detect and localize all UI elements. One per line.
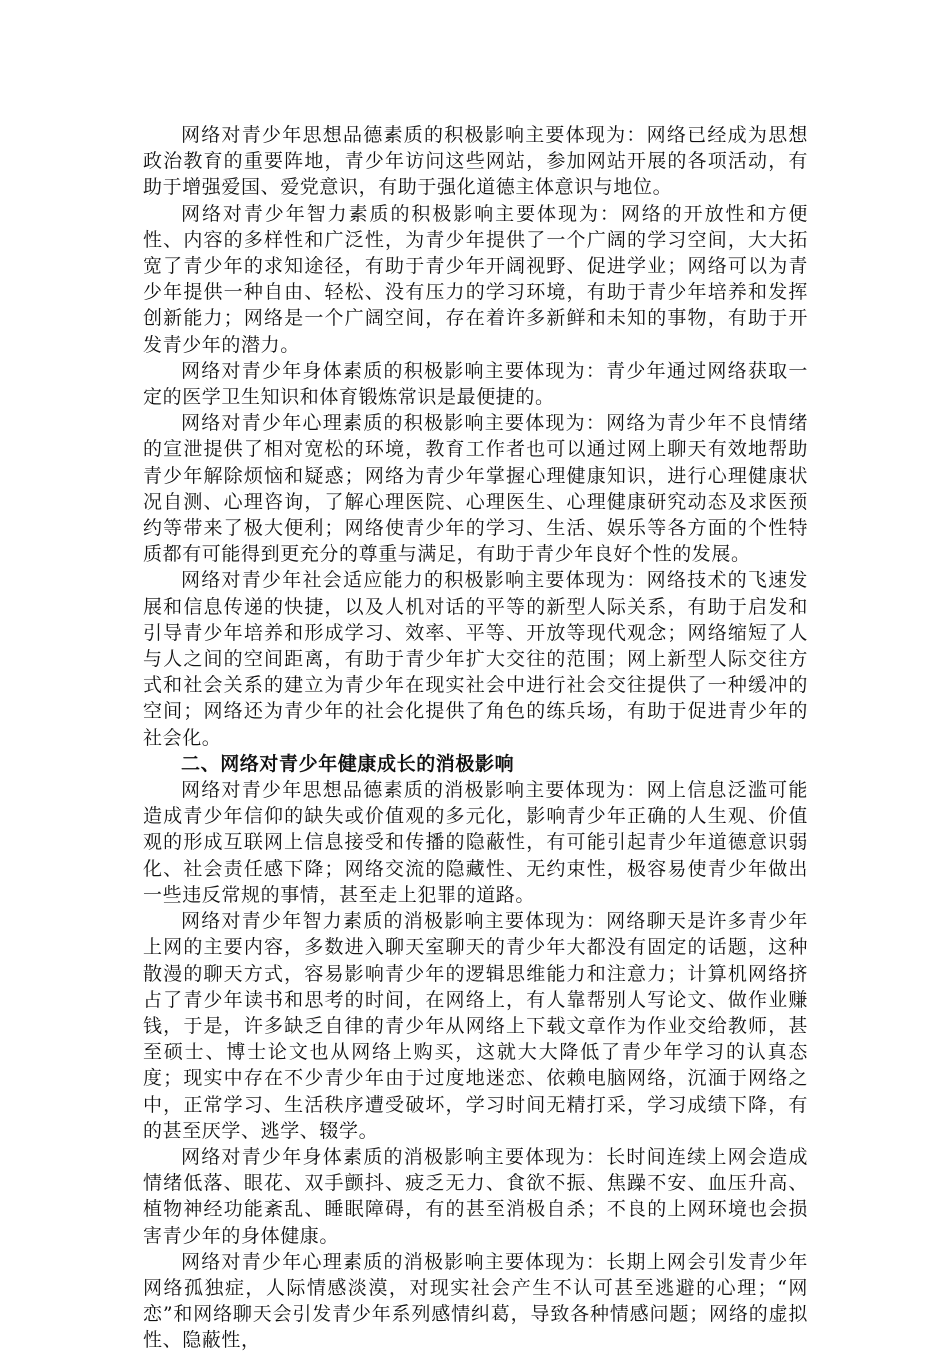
paragraph-moral-negative: 网络对青少年思想品德素质的消极影响主要体现为：网上信息泛滥可能造成青少年信仰的缺失或价值观的多元化，影响青少年正确的人生观、价值观的形成互联网上信息接受和传播的隐蔽性，有可能引起青少年道德意识弱化、社会责任感下降；网络交流的隐藏性、无约束性，极容易使青少年做出一些违反常规的事情，甚至走上犯罪的道路。: [143, 779, 808, 906]
paragraph-physical-positive: 网络对青少年身体素质的积极影响主要体现为：青少年通过网络获取一定的医学卫生知识和体育锻炼常识是最便捷的。: [143, 359, 808, 409]
paragraph-moral-positive: 网络对青少年思想品德素质的积极影响主要体现为：网络已经成为思想政治教育的重要阵地，青少年访问这些网站，参加网站开展的各项活动，有助于增强爱国、爱党意识，有助于强化道德主体意识与地位。: [143, 124, 808, 199]
paragraph-psychological-positive: 网络对青少年心理素质的积极影响主要体现为：网络为青少年不良情绪的宣泄提供了相对宽松的环境，教育工作者也可以通过网上聊天有效地帮助青少年解除烦恼和疑惑；网络为青少年掌握心理健康知识，进行心理健康状况自测、心理咨询，了解心理医院、心理医生、心理健康研究动态及求医预约等带来了极大便利；网络使青少年的学习、生活、娱乐等各方面的个性特质都有可能得到更充分的尊重与满足，有助于青少年良好个性的发展。: [143, 412, 808, 566]
paragraph-psychological-negative: 网络对青少年心理素质的消极影响主要体现为：长期上网会引发青少年网络孤独症，人际情感淡漠，对现实社会产生不认可甚至逃避的心理；“网恋”和网络聊天会引发青少年系列感情纠葛，导致各种情感问题；网络的虚拟性、隐蔽性，: [143, 1250, 808, 1352]
paragraph-social-positive: 网络对青少年社会适应能力的积极影响主要体现为：网络技术的飞速发展和信息传递的快捷，以及人机对话的平等的新型人际关系，有助于启发和引导青少年培养和形成学习、效率、平等、开放等现代观念；网络缩短了人与人之间的空间距离，有助于青少年扩大交往的范围；网上新型人际交往方式和社会关系的建立为青少年在现实社会中进行社会交往提供了一种缓冲的空间；网络还为青少年的社会化提供了角色的练兵场，有助于促进青少年的社会化。: [143, 569, 808, 749]
section-heading: 二、网络对青少年健康成长的消极影响: [181, 752, 515, 775]
paragraph-physical-negative: 网络对青少年身体素质的消极影响主要体现为：长时间连续上网会造成情绪低落、眼花、双手颤抖、疲乏无力、食欲不振、焦躁不安、血压升高、植物神经功能紊乱、睡眠障碍，有的甚至消极自杀；不良的上网环境也会损害青少年的身体健康。: [143, 1145, 808, 1247]
paragraph-intellect-positive: 网络对青少年智力素质的积极影响主要体现为：网络的开放性和方便性、内容的多样性和广泛性，为青少年提供了一个广阔的学习空间，大大拓宽了青少年的求知途径，有助于青少年开阔视野、促进学业；网络可以为青少年提供一种自由、轻松、没有压力的学习环境，有助于青少年培养和发挥创新能力；网络是一个广阔空间，存在着许多新鲜和未知的事物，有助于开发青少年的潜力。: [143, 202, 808, 356]
paragraph-intellect-negative: 网络对青少年智力素质的消极影响主要体现为：网络聊天是许多青少年上网的主要内容，多数进入聊天室聊天的青少年大都没有固定的话题，这种散漫的聊天方式，容易影响青少年的逻辑思维能力和注意力；计算机网络挤占了青少年读书和思考的时间，在网络上，有人靠帮别人写论文、做作业赚钱，于是，许多缺乏自律的青少年从网络上下载文章作为作业交给教师，甚至硕士、博士论文也从网络上购买，这就大大降低了青少年学习的认真态度；现实中存在不少青少年由于过度地迷恋、依赖电脑网络，沉湎于网络之中，正常学习、生活秩序遭受破坏，学习时间无精打采，学习成绩下降，有的甚至厌学、逃学、辍学。: [143, 910, 808, 1142]
document-body: [143, 122, 808, 1354]
